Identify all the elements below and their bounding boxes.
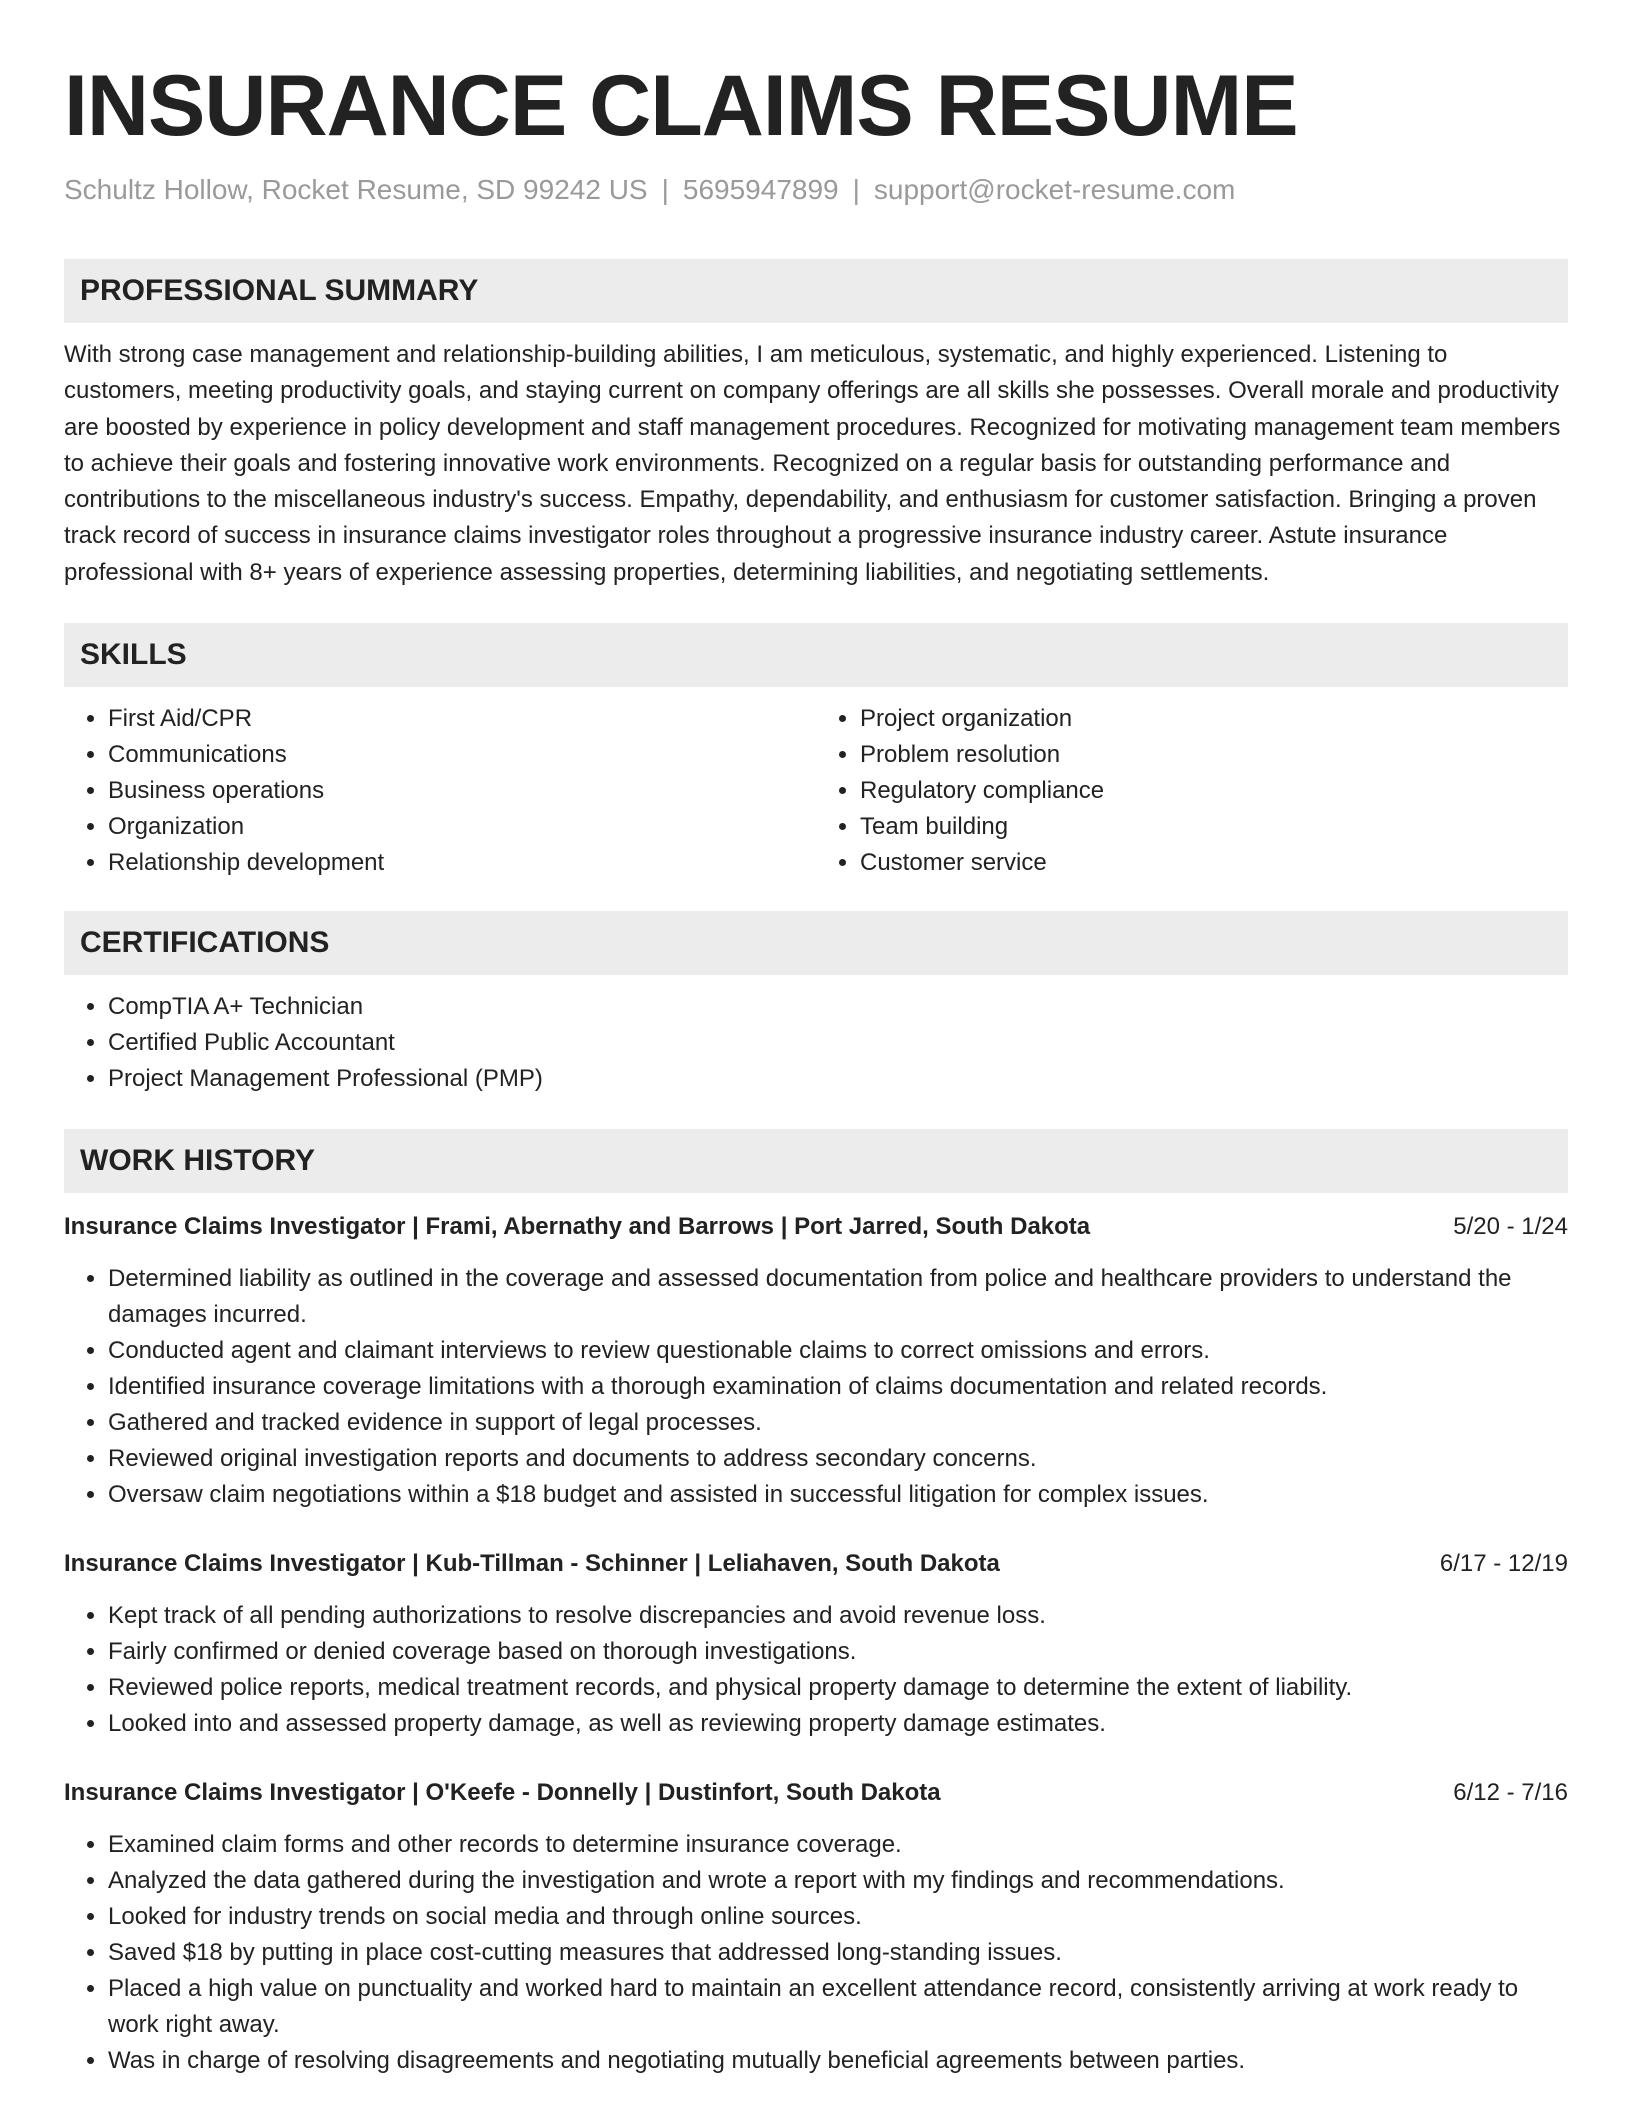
job-bullet: • Fairly confirmed or denied coverage based on thorough investigations. bbox=[108, 1634, 1568, 1670]
contact-line bbox=[64, 172, 1568, 208]
summary-text: With strong case management and relationship-building abilities, I am meticulous, systematic, and highly experienced. Listening to customers, meeting productivity goals, and staying current on company offerings are all skills she possesses. Overall morale and productivity are boosted by experience in policy development and staff management procedures. Recognized for motivating management team members to achieve their goals and fostering innovative work environments. Recognized on a regular basis for outstanding performance and contributions to the miscellaneous industry's success. Empathy, dependability, and enthusiasm for customer satisfaction. Bringing a proven track record of success in insurance claims investigator roles throughout a progressive insurance industry career. Astute insurance professional with 8+ years of experience assessing properties, determining liabilities, and negotiating settlements. bbox=[64, 341, 1561, 586]
skill-item: • Regulatory compliance bbox=[860, 773, 1568, 809]
job-bullets bbox=[64, 1827, 1568, 2079]
job-dates: 5/20 - 1/24 bbox=[1453, 1213, 1568, 1241]
job-bullet: • Looked for industry trends on social media and through online sources. bbox=[108, 1899, 1568, 1935]
job-title: Insurance Claims Investigator | O'Keefe - Donnelly | Dustinfort, South Dakota bbox=[64, 1779, 941, 1807]
skills-column-right bbox=[816, 701, 1568, 881]
skill-item: • Problem resolution bbox=[860, 737, 1568, 773]
skill-item: • Relationship development bbox=[108, 845, 816, 881]
contact-email: support@rocket-resume.com bbox=[873, 174, 1236, 205]
job-title: Insurance Claims Investigator | Kub-Tillman - Schinner | Leliahaven, South Dakota bbox=[64, 1550, 1000, 1578]
job-entry bbox=[64, 1546, 1568, 1742]
skill-item: • Communications bbox=[108, 737, 816, 773]
skill-item: • Project organization bbox=[860, 701, 1568, 737]
job-bullet: • Gathered and tracked evidence in support of legal processes. bbox=[108, 1405, 1568, 1441]
certification-item: • CompTIA A+ Technician bbox=[108, 989, 1568, 1025]
contact-address: Schultz Hollow, Rocket Resume, SD 99242 US bbox=[64, 174, 648, 205]
skill-item: • Organization bbox=[108, 809, 816, 845]
job-header bbox=[64, 1775, 1568, 1811]
contact-phone: 5695947899 bbox=[682, 174, 839, 205]
job-bullets bbox=[64, 1261, 1568, 1513]
job-bullet: • Looked into and assessed property damage, as well as reviewing property damage estimates. bbox=[108, 1706, 1568, 1742]
job-bullets bbox=[64, 1598, 1568, 1742]
certification-item: • Project Management Professional (PMP) bbox=[108, 1061, 1568, 1097]
skill-item: • First Aid/CPR bbox=[108, 701, 816, 737]
skill-item: • Business operations bbox=[108, 773, 816, 809]
job-entry bbox=[64, 1775, 1568, 2079]
section-heading-skills: SKILLS bbox=[64, 623, 1568, 687]
contact-separator: | bbox=[661, 174, 669, 205]
job-bullet: • Was in charge of resolving disagreements and negotiating mutually beneficial agreements between parties. bbox=[108, 2043, 1568, 2079]
skills-column-left bbox=[64, 701, 816, 881]
job-bullet: • Reviewed police reports, medical treatment records, and physical property damage to determine the extent of liability. bbox=[108, 1670, 1568, 1706]
job-bullet: • Placed a high value on punctuality and worked hard to maintain an excellent attendance record, consistently arriving at work ready to work right away. bbox=[108, 1971, 1568, 2043]
job-bullet: • Examined claim forms and other records to determine insurance coverage. bbox=[108, 1827, 1568, 1863]
resume-page bbox=[64, 56, 1568, 2079]
job-title: Insurance Claims Investigator | Frami, Abernathy and Barrows | Port Jarred, South Dakota bbox=[64, 1213, 1091, 1241]
skill-item: • Customer service bbox=[860, 845, 1568, 881]
job-dates: 6/17 - 12/19 bbox=[1439, 1550, 1568, 1578]
resume-title: INSURANCE CLAIMS RESUME bbox=[64, 58, 1298, 154]
job-bullet: • Identified insurance coverage limitations with a thorough examination of claims documentation and related records. bbox=[108, 1369, 1568, 1405]
job-bullet: • Oversaw claim negotiations within a $18 budget and assisted in successful litigation for complex issues. bbox=[108, 1477, 1568, 1513]
contact-separator: | bbox=[852, 174, 860, 205]
certification-item: • Certified Public Accountant bbox=[108, 1025, 1568, 1061]
section-heading-summary: PROFESSIONAL SUMMARY bbox=[64, 259, 1568, 323]
job-entry bbox=[64, 1209, 1568, 1513]
job-bullet: • Saved $18 by putting in place cost-cutting measures that addressed long-standing issues. bbox=[108, 1935, 1568, 1971]
skill-item: • Team building bbox=[860, 809, 1568, 845]
skills-list bbox=[64, 701, 1568, 881]
job-header bbox=[64, 1546, 1568, 1582]
job-bullet: • Determined liability as outlined in the coverage and assessed documentation from police and healthcare providers to understand the damages incurred. bbox=[108, 1261, 1568, 1333]
job-bullet: • Conducted agent and claimant interviews to review questionable claims to correct omissions and errors. bbox=[108, 1333, 1568, 1369]
section-heading-work-history: WORK HISTORY bbox=[64, 1129, 1568, 1193]
job-dates: 6/12 - 7/16 bbox=[1453, 1779, 1568, 1807]
section-heading-certifications: CERTIFICATIONS bbox=[64, 911, 1568, 975]
job-header bbox=[64, 1209, 1568, 1245]
certifications-list bbox=[64, 989, 1568, 1097]
job-bullet: • Kept track of all pending authorizations to resolve discrepancies and avoid revenue loss. bbox=[108, 1598, 1568, 1634]
job-bullet: • Reviewed original investigation reports and documents to address secondary concerns. bbox=[108, 1441, 1568, 1477]
job-bullet: • Analyzed the data gathered during the investigation and wrote a report with my findings and recommendations. bbox=[108, 1863, 1568, 1899]
